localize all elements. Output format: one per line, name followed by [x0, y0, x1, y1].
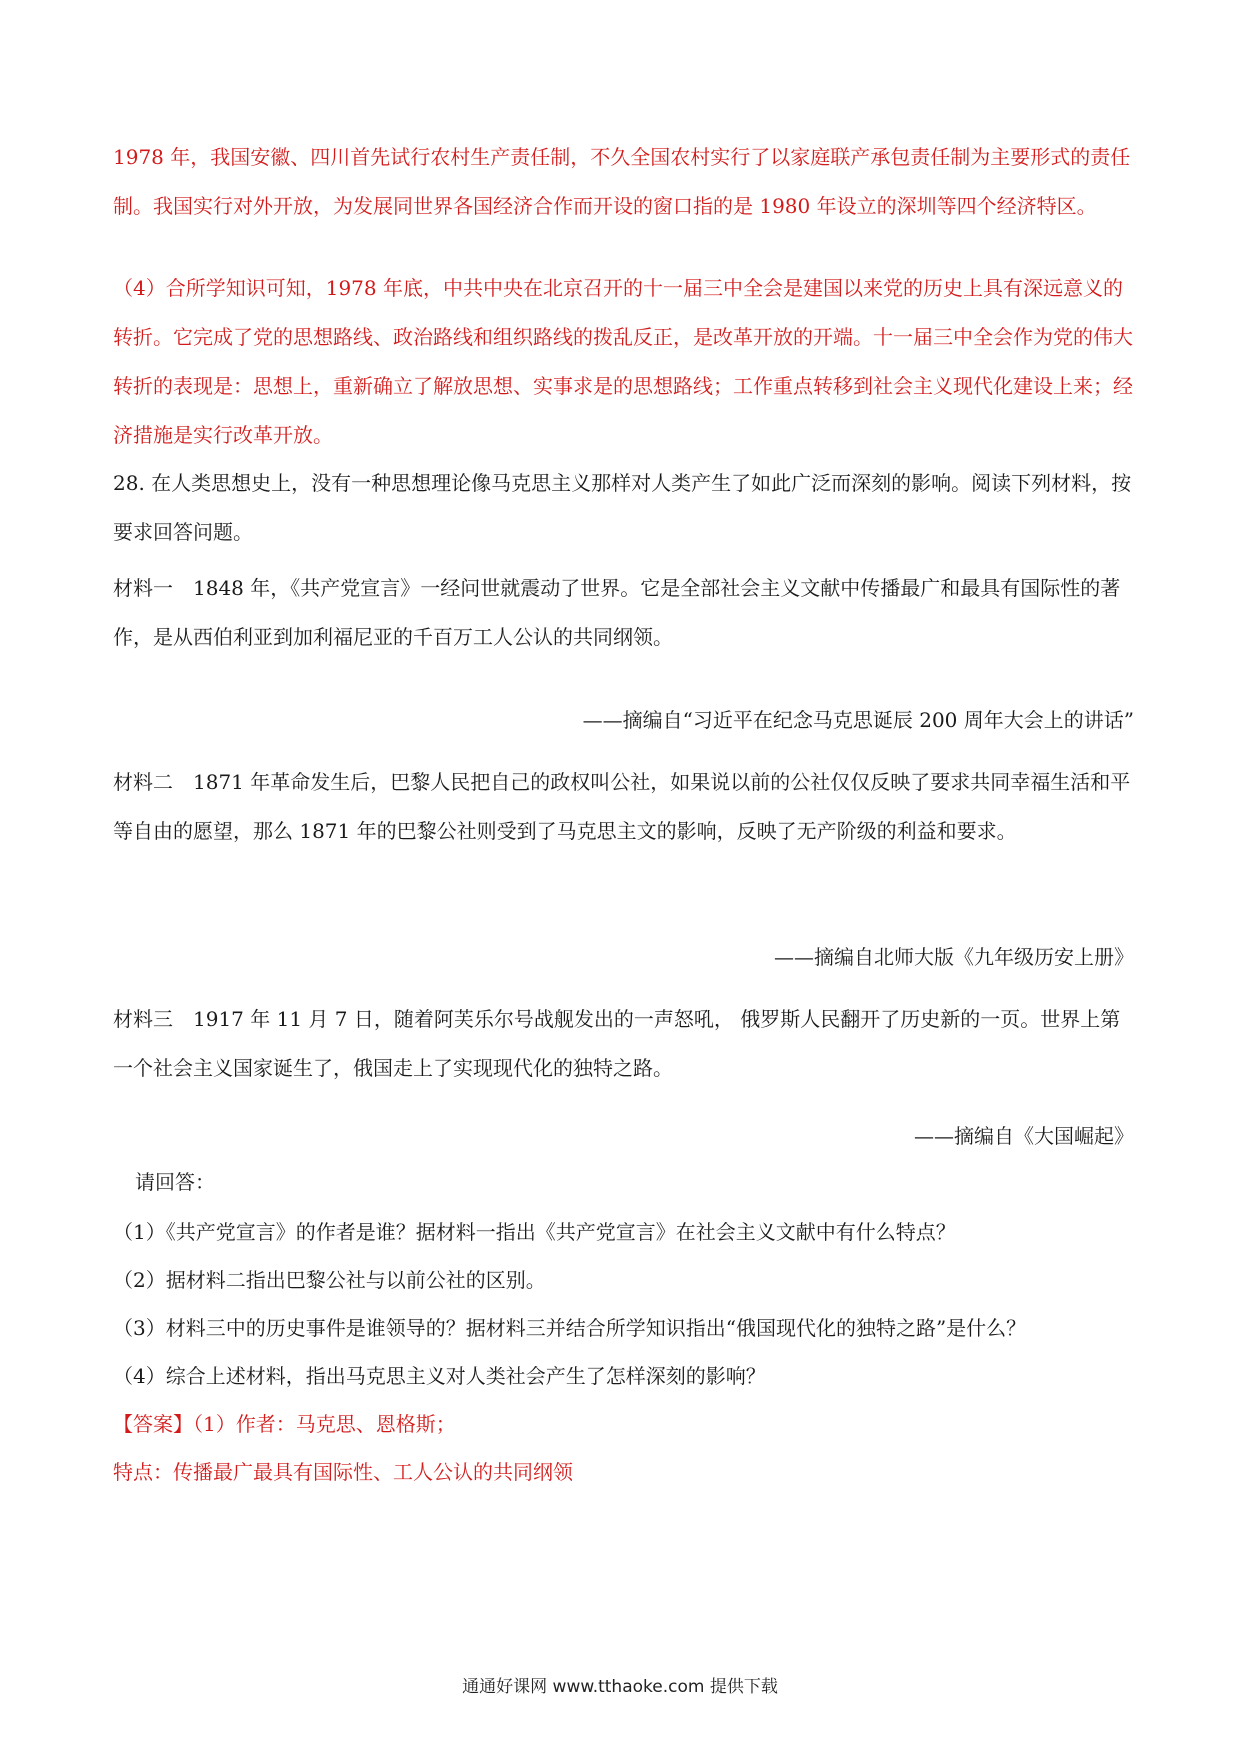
- sub-question-2: （2）据材料二指出巴黎公社与以前公社的区别。: [113, 1268, 546, 1292]
- sub-question-4: （4）综合上述材料，指出马克思主义对人类社会产生了怎样深刻的影响？: [113, 1364, 766, 1388]
- answer-paragraph-1: 1978 年，我国安徽、四川首先试行农村生产责任制，不久全国农村实行了以家庭联产承包责任制为主要形式的责任制。我国实行对外开放，为发展同世界各国经济合作而开设的窗口指的是 1980 年设立的深圳等四个经济特区。: [113, 145, 1131, 218]
- material-2-source: ——摘编自北师大版《九年级历安上册》: [774, 945, 1134, 969]
- sub-question-1: （1）《共产党宣言》的作者是谁？据材料一指出《共产党宣言》在社会主义文献中有什么特点？: [113, 1220, 956, 1244]
- material-3-source: ——摘编自《大国崛起》: [914, 1124, 1134, 1148]
- answer-line-1-text: （1）作者：马克思、恩格斯；: [193, 1412, 456, 1436]
- material-3: 材料三 1917 年 11 月 7 日，随着阿芙乐尔号战舰发出的一声怒吼， 俄罗斯人民翻开了历史新的一页。世界上第一个社会主义国家诞生了，俄国走上了实现现代化的独特之路。: [113, 1007, 1121, 1080]
- answer-line-1: [113, 1400, 1133, 1448]
- answer-block: [113, 1400, 1133, 1496]
- material-1-source: ——摘编自“习近平在纪念马克思诞辰 200 周年大会上的讲话”: [582, 708, 1134, 732]
- answer-paragraph-4: （4）合所学知识可知，1978 年底，中共中央在北京召开的十一届三中全会是建国以来党的历史上具有深远意义的转折。它完成了党的思想路线、政治路线和组织路线的拨乱反正，是改革开放的开端。十一届三中全会作为党的伟大转折的表现是：思想上，重新确立了解放思想、实事求是的思想路线；工作重点转移到社会主义现代化建设上来；经济措施是实行改革开放。: [113, 276, 1133, 447]
- sub-question-3: （3）材料三中的历史事件是谁领导的？据材料三并结合所学知识指出“俄国现代化的独特之路”是什么？: [113, 1316, 1027, 1340]
- page-footer: 通通好课网 www.tthaoke.com 提供下载: [462, 1677, 778, 1697]
- material-2: 材料二 1871 年革命发生后，巴黎人民把自己的政权叫公社，如果说以前的公社仅仅反映了要求共同幸福生活和平等自由的愿望，那么 1871 年的巴黎公社则受到了马克思主文的影响，反映了无产阶级的利益和要求。: [113, 770, 1131, 843]
- sub-questions: [113, 1208, 1133, 1400]
- material-1: 材料一 1848 年，《共产党宣言》一经问世就震动了世界。它是全部社会主义文献中传播最广和最具有国际性的著作，是从西伯利亚到加利福尼亚的千百万工人公认的共同纲领。: [113, 576, 1121, 649]
- answer-prompt: 请回答：: [135, 1170, 215, 1194]
- answer-line-2: 特点：传播最广最具有国际性、工人公认的共同纲领: [113, 1460, 573, 1484]
- question-stem: 28. 在人类思想史上，没有一种思想理论像马克思主义那样对人类产生了如此广泛而深刻的影响。阅读下列材料，按要求回答问题。: [113, 471, 1132, 544]
- answer-tag: 【答案】: [113, 1412, 193, 1436]
